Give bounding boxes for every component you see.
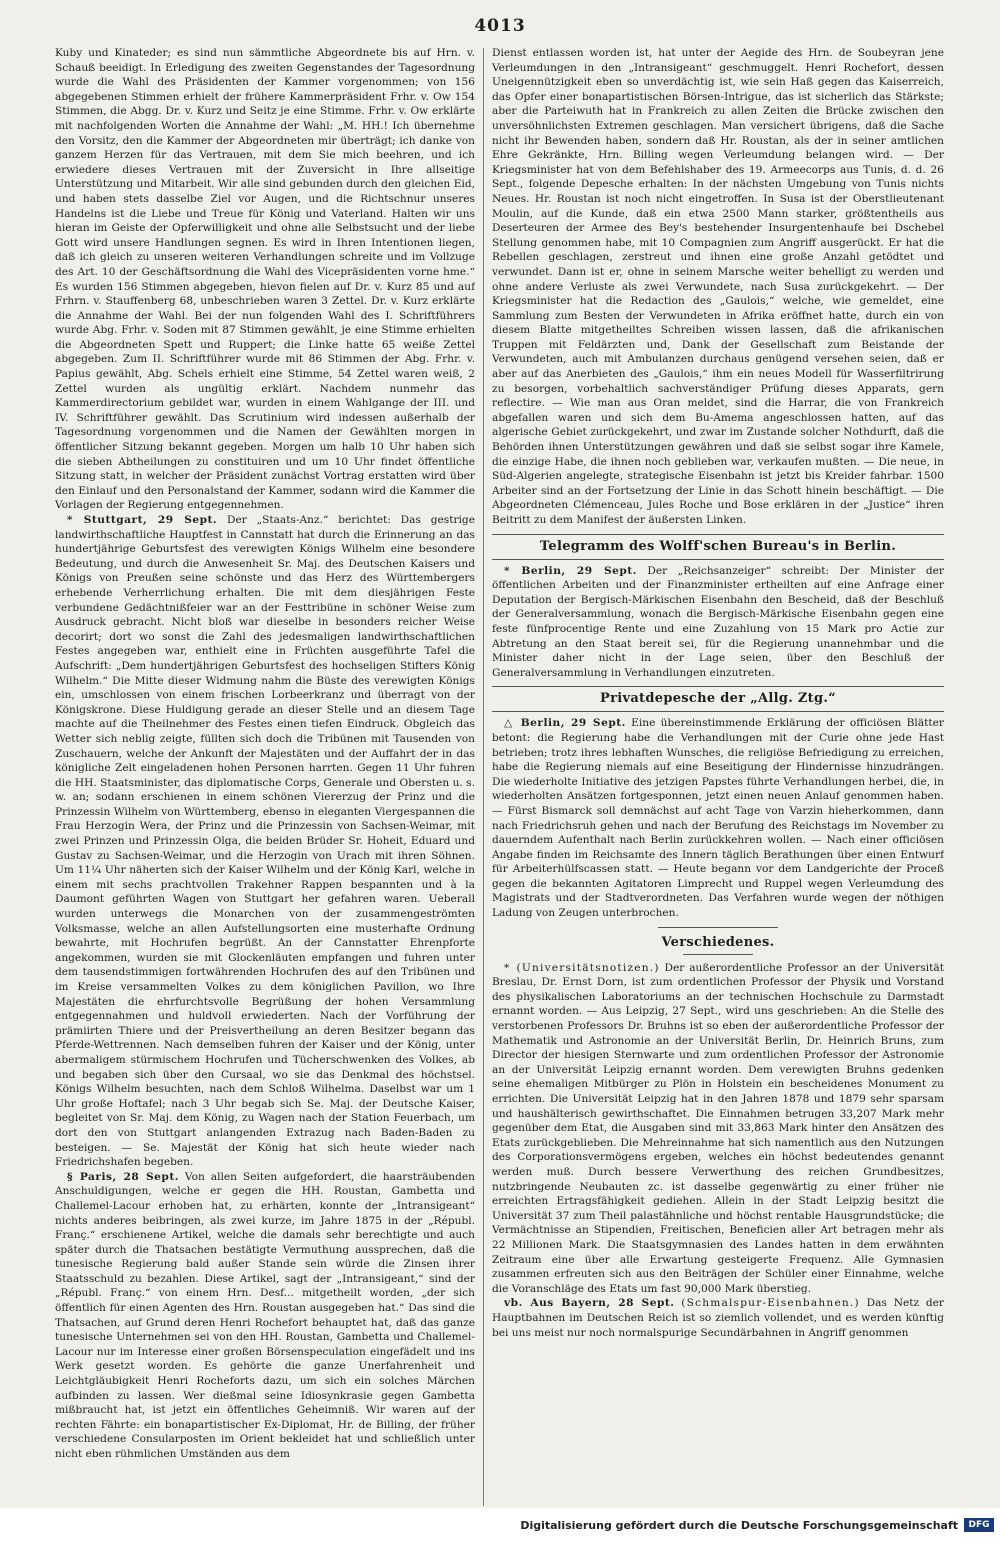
telegram-section xyxy=(492,534,944,560)
article-text: Von allen Seiten aufgefordert, die haarsträubenden Anschuldigungen, welche er gegen die HH. Roustan, Gambetta und Challemel-Lacour erhoben hat, zu erhärten, konnte der „Intransigeant“ nichts anderes beibringen, als zwei kurze, im Jahre 1875 in der „Républ. Franç.“ erschienene Artikel, welche die damals sehr berechtigte und auch später durch die Thatsachen bestätigte Vermuthung aussprechen, daß die tunesische Regierung bald außer Stande sein würde die Zinsen ihrer Staatsschuld zu bezahlen. Diese Artikel, sagt der „Intransigeant,“ sind der „Républ. Franç.“ von einem Hrn. Desf... mitgetheilt worden, „der sich öffentlich für einen Agenten des Hrn. Roustan ausgegeben hat.“ Das sind die Thatsachen, auf Grund deren Henri Rochefort behauptet hat, daß das ganze tunesische Unternehmen sei von den HH. Roustan, Gambetta und Challemel-Lacour nur im Interesse einer großen Börsenspeculation eingefädelt und ins Werk gesetzt worden. Es gehörte die ganze Unerfahrenheit und Leichtgläubigkeit Henri Rocheforts dazu, um sich ein solches Märchen aufbinden zu lassen. Wer dießmal seine Idiosynkrasie gegen Gambetta mißbraucht hat, ist jetzt ein öffentliches Geheimniß. Wir waren auf der rechten Fährte: ein bonapartistischer Ex-Diplomat, Hr. de Billing, der früher verschiedene Consularposten im Orient bekleidet hat und schließlich unter nicht eben rühmlichen Umständen aus dem xyxy=(55,1170,475,1460)
article-paragraph xyxy=(492,1296,944,1340)
section-heading: Privatdepesche der „Allg. Ztg.“ xyxy=(600,691,836,707)
section-rule xyxy=(658,927,778,928)
article-paragraph xyxy=(492,564,944,681)
column-divider xyxy=(483,48,484,1506)
rubric: * (Universitätsnotizen.) xyxy=(504,961,660,974)
article-text: Eine übereinstimmende Erklärung der officiösen Blätter betont: die Regierung habe die Verhandlungen mit der Curie ohne jede Hast betrieben; trotz ihres lebhaften Wunsches, die religiöse Befriedigung zu erreichen, habe die Regierung niemals auf eine Beseitigung der Hindernisse hinzudrängen. Die wiederholte Initiative des jetzigen Papstes führte Verhandlungen herbei, die, in wiederholten Ansätzen fortgesponnen, jetzt einen neuen Anlauf genommen haben. — Fürst Bismarck soll demnächst auf acht Tage von Varzin hieherkommen, dann nach Friedrichsruh gehen und nach der Berufung des Reichstags im November zu dauerndem Aufenthalt nach Berlin zurückkehren wollen. — Nach einer officiösen Angabe finden im Reichsamte des Innern täglich Berathungen über einen Entwurf für Arbeiterhülfscassen statt. — Heute begann vor dem Landgerichte der Proceß gegen die bekannten Agitatoren Limprecht und Ruppel wegen Verleumdung des Magistrats und der Stadtverordneten. Das Verfahren wurde wegen der nöthigen Ladung von Zeugen unterbrochen. xyxy=(492,717,944,920)
rubric: (Schmalspur-Eisenbahnen.) xyxy=(681,1297,860,1310)
private-dispatch-section xyxy=(492,686,944,712)
section-rule xyxy=(683,954,753,955)
article-paragraph xyxy=(492,716,944,920)
article-text: Das Netz der Hauptbahnen im Deutschen Reich ist so ziemlich vollendet, und es werden künftig bei uns meist nur noch normalspurige Secundärbahnen in Angriff genommen xyxy=(492,1297,944,1339)
footer-bar xyxy=(0,1508,1000,1543)
right-column xyxy=(492,46,944,1508)
article-paragraph xyxy=(55,513,475,1170)
dateline: * Berlin, 29 Sept. xyxy=(504,564,637,577)
section-heading: Verschiedenes. xyxy=(661,934,775,950)
page-number: 4013 xyxy=(474,16,526,36)
section-heading: Telegramm des Wolff'schen Bureau's in Berlin. xyxy=(539,538,897,554)
dateline: vb. Aus Bayern, 28 Sept. xyxy=(504,1297,675,1310)
dateline: * Stuttgart, 29 Sept. xyxy=(67,514,218,526)
article-text: Der „Reichsanzeiger“ schreibt: Der Minister der öffentlichen Arbeiten und der Finanzminister ertheilten auf eine Anfrage einer Deputation der Bergisch-Märkischen Eisenbahn den Bescheid, daß der Beschluß der Generalversammlung, wonach die Bergisch-Märkische Eisenbahn gegen eine feste fünfprocentige Rente und eine Zuzahlung von 15 Mark pro Actie zur Abtretung an den Staat bereit sei, für die Regierung unannehmbar und die Minister daher nicht in der Lage seien, über den Beschluß der Generalversammlung in Verhandlungen einzutreten. xyxy=(492,564,944,679)
footer-credit: Digitalisierung gefördert durch die Deutsche Forschungsgemeinschaft xyxy=(520,1519,958,1532)
dateline: △ Berlin, 29 Sept. xyxy=(504,717,626,730)
dateline: § Paris, 28 Sept. xyxy=(67,1170,179,1183)
article-paragraph: Dienst entlassen worden ist, hat unter der Aegide des Hrn. de Soubeyran jene Verleumdungen in den „Intransigeant“ geschmuggelt. Henri Rochefort, dessen Uneigennützigkeit eben so unverdächtig ist, wie sein Haß gegen das Kaiserreich, das Opfer einer bonapartistischen Börsen-Intrigue, das ist sicherlich das Stärkste; aber die Parteiwuth hat in Frankreich zu allen Zeiten die Brücke zwischen den unversöhnlichsten Extremen geschlagen. Man versichert übrigens, daß die Sache nicht ihr Bewenden haben, sondern daß Hr. Roustan, als der in seiner amtlichen Ehre Gekränkte, Hrn. Billing wegen Verleumdung belangen wird. — Der Kriegsminister hat von dem Befehlshaber des 19. Armeecorps aus Tunis, d. d. 26 Sept., folgende Depesche erhalten: In der nächsten Umgebung von Tunis nichts Neues. Hr. Roustan ist noch nicht eingetroffen. In Susa ist der Oberstlieutenant Moulin, auf die Kunde, daß ein etwa 2500 Mann starker, größtentheils aus Deserteuren der Armee des Bey's bestehender Insurgentenhaufe bei Dschebel Stellung genommen habe, mit 10 Compagnien zum Angriff ausgerückt. Er hat die Rebellen geschlagen, zerstreut und ihnen eine große Anzahl getödtet und verwundet. Dann ist er, ohne in seinem Marsche weiter behelligt zu werden und ohne andere Verluste als zwei Verwundete, nach Susa zurückgekehrt. — Der Kriegsminister hat die Redaction des „Gaulois,“ welche, wie gemeldet, eine Sammlung zum Besten der Verwundeten in Afrika eröffnet hatte, durch ein von diesem Blatte mitgetheiltes Schreiben wissen lassen, daß die afrikanischen Truppen mit Feldärzten und, Dank der Gesellschaft zum Beistande der Verwundeten, auch mit Ambulanzen durchaus genügend versehen seien, daß er aber auf das Anerbieten des „Gaulois,“ ihm ein neues Modell für Wasserfiltrirung zu besorgen, vorbehaltlich sachverständiger Prüfung dieses Apparats, gern reflectire. — Wie man aus Oran meldet, sind die Harrar, die von Frankreich abgefallen waren und sich dem Bu-Amema angeschlossen hatten, auf das algerische Gebiet zurückgekehrt, und zwar im Zustande solcher Nothdurft, daß die Behörden ihnen Unterstützungen gewähren und daß sie selbst sogar ihre Kamele, die einzige Habe, die ihnen noch geblieben war, verkaufen mußten. — Die neue, in Süd-Algerien angelegte, strategische Eisenbahn ist jetzt bis Kreider fahrbar. 1500 Arbeiter sind an der Fortsetzung der Linie in das Schott hinein beschäftigt. — Die Abgeordneten Clémenceau, Jules Roche und Bose erklären in der „Justice“ ihren Beitritt zu dem Manifest der äußersten Linken. xyxy=(492,47,944,526)
article-text: Der „Staats-Anz.“ berichtet: Das gestrige landwirthschaftliche Hauptfest in Cannstatt hat durch die Erinnerung an das hundertjährige Geburtsfest des verewigten Königs Wilhelm eine besondere Bedeutung, und durch die Anwesenheit Sr. Maj. des Deutschen Kaisers und Königs von Preußen seine schönste und das Herz des Württembergers erhebende Verherrlichung erhalten. Die mit dem diesjährigen Feste verbundene Gedächtnißfeier war an der Festtribüne in schöner Weise zum Ausdruck gebracht. Nicht bloß war dieselbe in besonders reicher Weise decorirt; dort wo sonst die Zahl des jedesmaligen landwirthschaftlichen Festes angegeben war, enthielt eine in Früchten ausgeführte Tafel die Aufschrift: „Dem hundertjährigen Geburtsfest des hochseligen Stifters König Wilhelm.“ Die Mitte dieser Widmung nahm die Büste des verewigten Königs ein, umschlossen von einem frischen Lorbeerkranz und überragt von der Königskrone. Diese Huldigung gerade an dieser Stelle und an diesem Tage machte auf die Theilnehmer des Festes einen tiefen Eindruck. Obgleich das Wetter sich neblig zeigte, füllten sich doch die Tribünen mit Tausenden von Zuschauern, welche der Ankunft der Majestäten und der Auffahrt der in das königliche Zelt eingeladenen hohen Personen harrten. Gegen 11 Uhr fuhren die HH. Staatsminister, das diplomatische Corps, Generale und Obersten u. s. w. an; sodann erschienen in einem schönen Viererzug der Prinz und die Prinzessin Wilhelm von Württemberg, ebenso in eleganten Viergespannen die Frau Herzogin Wera, der Prinz und die Prinzessin von Sachsen-Weimar, mit zwei Prinzen und Prinzessin Olga, die beiden Brüder Sr. Hoheit, Eduard und Gustav zu Sachsen-Weimar, und die Herzogin von Urach mit ihren Söhnen. Um 11¼ Uhr näherten sich der Kaiser Wilhelm und der König Karl, welche in einem mit sechs prachtvollen Trakehner Rappen bespannten und à la Daumont geführten Wagen von Stuttgart her gefahren waren. Ueberall wurden unterwegs die Monarchen von der zusammengeströmten Volksmasse, welche an allen Aufstellungsorten eine musterhafte Ordnung bewahrte, mit Hochrufen begrüßt. An der Cannstatter Ehrenpforte angekommen, wurden sie mit Glockenläuten empfangen und fuhren unter dem tausendstimmigen fortwährenden Hochrufen des auf den Tribünen und im Kreise versammelten Volkes zu dem königlichen Pavillon, wo Ihre Majestäten die ehrfurchtsvolle Begrüßung der hohen Versammlung entgegennahmen und huldvoll erwiederten. Nach der Vorführung der prämiirten Thiere und der Preisvertheilung an deren Besitzer begann das Pferde-Wettrennen. Nach demselben fuhren der Kaiser und der König, unter abermaligem stürmischem Hochrufen und Tücherschwenken des Volkes, ab und begaben sich über den Cursaal, wo sie das Denkmal des höchstsel. Königs Wilhelm besuchten, nach dem Schloß Wilhelma. Daselbst war um 1 Uhr große Hoftafel; nach 3 Uhr begab sich Se. Maj. der Deutsche Kaiser, begleitet von Sr. Maj. dem König, zu Wagen nach der Station Feuerbach, um dort den von Stuttgart anlangenden Extrazug nach Baden-Baden zu besteigen. — Se. Majestät der König hat sich heute wieder nach Friedrichshafen begeben. xyxy=(55,514,475,1169)
dfg-logo-icon: DFG xyxy=(964,1518,994,1532)
left-column xyxy=(55,46,475,1508)
article-text: Der außerordentliche Professor an der Universität Breslau, Dr. Ernst Dorn, ist zum ordentlichen Professor der Physik und Vorstand des physikalischen Laboratoriums an der technischen Hochschule zu Darmstadt ernannt worden. — Aus Leipzig, 27 Sept., wird uns geschrieben: An die Stelle des verstorbenen Professors Dr. Bruhns ist so eben der außerordentliche Professor der Mathematik und Astronomie an der Universität Berlin, Dr. Heinrich Bruns, zum Director der hiesigen Sternwarte und zum ordentlichen Professor der Astronomie an der Universität Leipzig ernannt worden. Dem verewigten Bruhns gedenken seine ehemaligen Mitbürger zu Plön in Holstein ein bescheidenes Monument zu errichten. Die Universität Leipzig hat in den Jahren 1878 und 1879 sehr sparsam und haushälterisch gewirthschaftet. Die Einnahmen betrugen 33,207 Mark mehr gegenüber dem Etat, die Ausgaben sind mit 33,863 Mark hinter den Ansätzen des Etats zurückgeblieben. Die Mehreinnahme hat sich namentlich aus den Nutzungen des Corporationsvermögens ergeben, welches ein höchst bedeutendes genannt werden muß. Durch bessere Verwerthung des reichen Grundbesitzes, nutzbringende Neubauten zc. ist dasselbe gegenwärtig zu einer früher nie erreichten Ertragsfähigkeit gediehen. Allein in der Stadt Leipzig besitzt die Universität 37 zum Theil palastähnliche und höchst rentable Hausgrundstücke; die Vermächtnisse an Stipendien, Freitischen, Beneficien aller Art betragen mehr als 22 Millionen Mark. Die Staatsgymnasien des Landes hatten in dem erwähnten Zeitraum eine über alle Erwartung gesteigerte Frequenz. Alle Gymnasien zusammen erfreuten sich aus den Beiträgen der Schüler einer Einnahme, welche die Voranschläge des Etats um fast 90,000 Mark überstieg. xyxy=(492,961,944,1295)
article-paragraph xyxy=(55,1170,475,1462)
article-paragraph xyxy=(492,961,944,1297)
article-paragraph: Kuby und Kinateder; es sind nun sämmtliche Abgeordnete bis auf Hrn. v. Schauß beeidigt. In Erledigung des zweiten Gegenstandes der Tagesordnung wurde die Wahl des Präsidenten der Kammer vorgenommen; von 156 abgegebenen Stimmen erhielt der frühere Kammerpräsident Frhr. v. Ow 154 Stimmen, die Abgg. Dr. v. Kurz und Seitz je eine Stimme. Frhr. v. Ow erklärte mit nachfolgenden Worten die Annahme der Wahl: „M. HH.! Ich übernehme den Vorsitz, den die Kammer der Abgeordneten mir überträgt; ich danke von ganzem Herzen für das Vertrauen, mit dem Sie mich beehren, und ich erwiedere dieses Vertrauen mit der Zuversicht in Ihre allseitige Unterstützung und Mitarbeit. Wir alle sind gebunden durch den gleichen Eid, und haben stets dasselbe Ziel vor Augen, und die Richtschnur unseres Handelns ist die Liebe und Treue für König und Vaterland. Halten wir uns hieran im Geiste der Opferwilligkeit und ohne alle Selbstsucht und der liebe Gott wird unsere Handlungen segnen. Es wird in Ihren Intentionen liegen, daß ich gleich zu unseren weiteren Verhandlungen schreite und im Vollzuge des Art. 10 der Geschäftsordnung die Wahl des Vicepräsidenten vorne hme.“ Es wurden 156 Stimmen abgegeben, hievon fielen auf Dr. v. Kurz 85 und auf Frhrn. v. Stauffenberg 68, unbeschrieben waren 3 Zettel. Dr. v. Kurz erklärte die Annahme der Wahl. Bei der nun folgenden Wahl des I. Schriftführers wurde Abg. Frhr. v. Soden mit 87 Stimmen gewählt, je eine Stimme erhielten die Abgeordneten Spett und Ruppert; die Linke hatte 65 weiße Zettel abgegeben. Zum II. Schriftführer wurde mit 86 Stimmen der Abg. Frhr. v. Papius gewählt, Abg. Schels erhielt eine Stimme, 54 Zettel waren weiß, 2 Zettel wurden als ungültig erklärt. Nachdem nunmehr das Kammerdirectorium gebildet war, wurden in einem Wahlgange der III. und IV. Schriftführer gewählt. Das Scrutinium wird indessen außerhalb der Tagesordnung vorgenommen und die Namen der Gewählten morgen in öffentlicher Sitzung bekannt gegeben. Morgen um halb 10 Uhr haben sich die sieben Abtheilungen zu constituiren und um 10 Uhr findet öffentliche Sitzung statt, in welcher der Präsident zunächst Vortrag erstatten wird über den Einlauf und den Personalstand der Kammer, sodann wird die Kammer die Vorlagen der Regierung entgegennehmen. xyxy=(55,47,475,512)
